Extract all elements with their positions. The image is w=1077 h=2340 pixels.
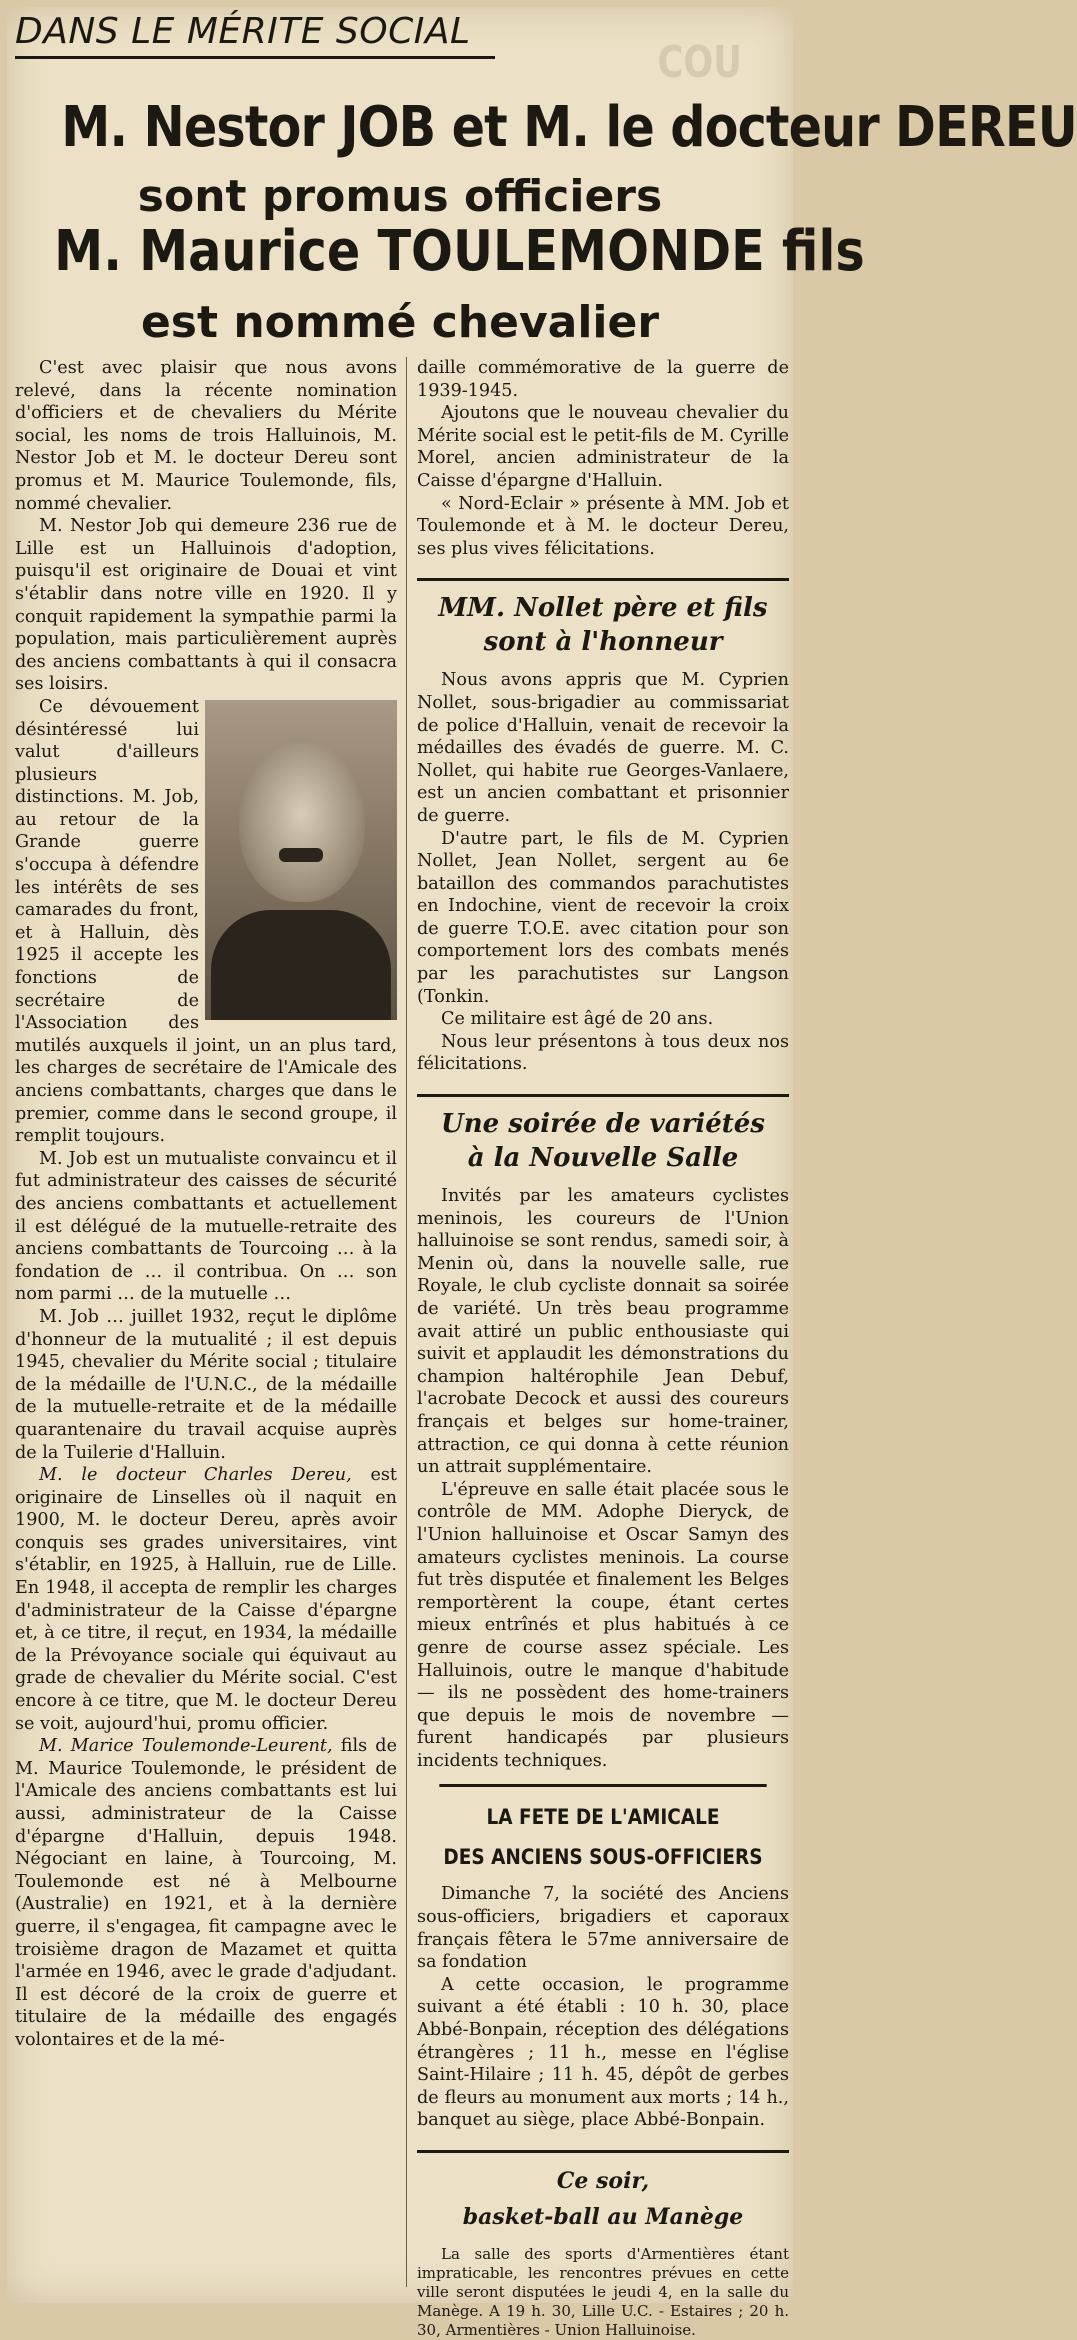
name-lead: M. le docteur Charles Dereu, — [39, 1465, 352, 1486]
newspaper-clipping — [7, 7, 1077, 2339]
paragraph: daille commémorative de la guerre de 1939-1945. — [417, 358, 789, 401]
section-kicker: DANS LE MÉRITE SOCIAL — [15, 11, 495, 59]
paragraph: D'autre part, le fils de M. Cyprien Nollet, Jean Nollet, sergent au 6e bataillon des commandos parachutistes en Indochine, vient de recevoir la croix de guerre T.O.E. avec citation pour son comportement lors des combats menés par les parachutistes sur Langson (Tonkin. — [417, 828, 789, 1007]
paragraph: M. Job est un mutualiste convaincu et il fut administrateur des caisses de sécurité des anciens combattants et actuellement il est délégué de la mutuelle-retraite des anciens combattants de Tourcoing … à la fondation de … il contribua. On … son nom parmi … de la mutuelle … — [15, 1148, 397, 1305]
paragraph: Invités par les amateurs cyclistes meninois, les coureurs de l'Union halluinoise se sont rendus, samedi soir, à Menin où, dans la nouvelle salle, rue Royale, le club cycliste donnait sa soirée de variété. Un très beau programme avait attiré un public enthousiaste qui suivit et applaudit les démonstrations du champion haltérophile Jean Debuf, l'acrobate Decock et aussi des coureurs français et belges sur home-trainer, attraction, ce qui donna à cette réunion un attrait supplémentaire. — [417, 1186, 789, 1478]
paragraph: M. Nestor Job qui demeure 236 rue de Lille est un Halluinois d'adoption, puisqu'il est originaire de Douai et vint s'établir dans notre ville en 1920. Il y conquit rapidement la sympathie parmi la population, mais particulièrement auprès des anciens combattants à qui il consacra ses loisirs. — [15, 516, 397, 695]
article-heading-fete — [439, 1784, 766, 1877]
paragraph: Ce dévouement désintéressé lui valut d'ailleurs plusieurs distinctions. M. Job, au retour de la Grande guerre s'occupa à défendre les intérêts de ses camarades du front, et à Halluin, dès 1925 il accepte les fonctions de secrétaire de l'Association des mutilés auxquels il joint, un an plus tard, les charges de secrétaire de l'Amicale des anciens combattants, charges que dans le premier, comme dans le second groupe, il remplit toujours. — [15, 696, 397, 1147]
bleed-through-text: COU — [657, 37, 742, 88]
portrait-photo — [205, 700, 397, 1020]
heading-line: LA FETE DE L'AMICALE — [486, 1805, 720, 1830]
paragraph-body: fils de M. Maurice Toulemonde, le président de l'Amicale des anciens combattants est lui aussi, administrateur de la Caisse d'épargne d'Halluin, depuis 1948. Négociant en laine, à Tourcoing, M. Toulemonde est né à Melbourne (Australie) en 1921, et à la dernière guerre, il s'engagea, fit campagne avec le troisième dragon de Mazamet et quitta l'armée en 1946, avec le grade d'adjudant. Il est décoré de la croix de guerre et titulaire de la médaille des engagés volontaires et de la mé- — [15, 1736, 397, 2050]
paragraph: M. Job … juillet 1932, reçut le diplôme d'honneur de la mutualité ; il est depuis 1945, chevalier du Mérite social ; titulaire de la médaille de l'U.N.C., de la médaille de la mutuelle-retraite et de la médaille quarantenaire du travail acquise auprès de la Tuilerie d'Halluin. — [15, 1306, 397, 1463]
headline: M. Nestor JOB et M. le docteur DEREU — [61, 95, 1077, 160]
paragraph-body: est originaire de Linselles où il naquit en 1900, M. le docteur Dereu, après avoir conquis ses grades universitaires, vint s'établir, en 1925, à Halluin, rue de Lille. En 1948, il accepta de remplir les charges d'administrateur de la Caisse d'épargne et, à ce titre, il reçut, en 1934, la médaille de la Prévoyance sociale qui équivaut au grade de chevalier du Mérite social. C'est encore à ce titre, que M. le docteur Dereu se voit, aujourd'hui, promu officier. — [15, 1465, 397, 1734]
paragraph: A cette occasion, le programme suivant a été établi : 10 h. 30, place Abbé-Bonpain, réception des délégations étrangères ; 11 h., messe en l'église Saint-Hilaire ; 11 h. 45, dépôt de gerbes de fleurs au monument aux morts ; 14 h., banquet au siège, place Abbé-Bonpain. — [417, 1974, 789, 2131]
portrait-suit — [211, 910, 391, 1020]
paragraph — [15, 1735, 397, 2051]
article-heading-soiree — [417, 1094, 789, 1175]
column-divider — [406, 357, 407, 2287]
heading-line: sont à l'honneur — [483, 627, 723, 658]
heading-line: basket-ball au Manège — [462, 2204, 744, 2230]
portrait-face — [239, 742, 365, 902]
heading-line: MM. Nollet père et fils — [438, 593, 768, 624]
heading-line: DES ANCIENS SOUS-OFFICIERS — [443, 1845, 763, 1870]
paragraph: C'est avec plaisir que nous avons relevé, dans la récente nomination d'officiers et de chevaliers du Mérite social, les noms de trois Halluinois, M. Nestor Job et M. le docteur Dereu sont promus et M. Maurice Toulemonde, fils, nommé chevalier. — [15, 358, 397, 514]
article-heading-basket — [417, 2150, 789, 2235]
paragraph: Ajoutons que le nouveau chevalier du Mérite social est le petit-fils de M. Cyrille Morel, ancien administrateur de la Caisse d'épargne d'Halluin. — [417, 403, 789, 491]
paragraph: Dimanche 7, la société des Anciens sous-officiers, brigadiers et caporaux français fêtera le 57me anniversaire de sa fondation — [417, 1884, 789, 1973]
subheadline-1: sont promus officiers — [137, 171, 663, 222]
column-right — [417, 357, 789, 2340]
subheadline-2: M. Maurice TOULEMONDE fils — [54, 219, 865, 284]
paragraph: « Nord-Eclair » présente à MM. Job et Toulemonde et à M. le docteur Dereu, ses plus vives félicitations. — [417, 493, 789, 559]
subheadline-3: est nommé chevalier — [140, 297, 660, 348]
heading-line: Une soirée de variétés — [441, 1109, 765, 1140]
paragraph: Nous leur présentons à tous deux nos félicitations. — [417, 1031, 789, 1075]
column-left — [15, 357, 397, 2052]
paragraph: Ce militaire est âgé de 20 ans. — [441, 1009, 714, 1030]
paragraph: L'épreuve en salle était placée sous le contrôle de MM. Adophe Dieryck, de l'Union halluinoise et Oscar Samyn des amateurs cyclistes meninois. La course fut très disputée et finalement les Belges remportèrent la coupe, étant certes mieux entrînés et plus habitués à ce genre de course assez spéciale. Les Halluinois, outre le manque d'habitude — ils ne possèdent des home-trainers que depuis le mois de novembre — furent handicapés par plusieurs incidents techniques. — [417, 1479, 789, 1771]
article-heading-nollet — [417, 578, 789, 659]
heading-line: Ce soir, — [556, 2168, 650, 2194]
paragraph: La salle des sports d'Armentières étant impraticable, les rencontres prévues en cette ville seront disputées le jeudi 4, en la salle du Manège. A 19 h. 30, Lille U.C. - Estaires ; 20 h. 30, Armentières - Union Halluinoise. — [417, 2245, 789, 2339]
paragraph: Nous avons appris que M. Cyprien Nollet, sous-brigadier au commissariat de police d'Halluin, venait de recevoir la médailles des évadés de guerre. M. C. Nollet, qui habite rue Georges-Vanlaere, est un ancien combattant et prisonnier de guerre. — [417, 670, 789, 826]
name-lead: M. Marice Toulemonde-Leurent, — [39, 1736, 333, 1757]
portrait-moustache — [279, 848, 323, 862]
paragraph — [15, 1464, 397, 1735]
heading-line: à la Nouvelle Salle — [467, 1143, 739, 1174]
